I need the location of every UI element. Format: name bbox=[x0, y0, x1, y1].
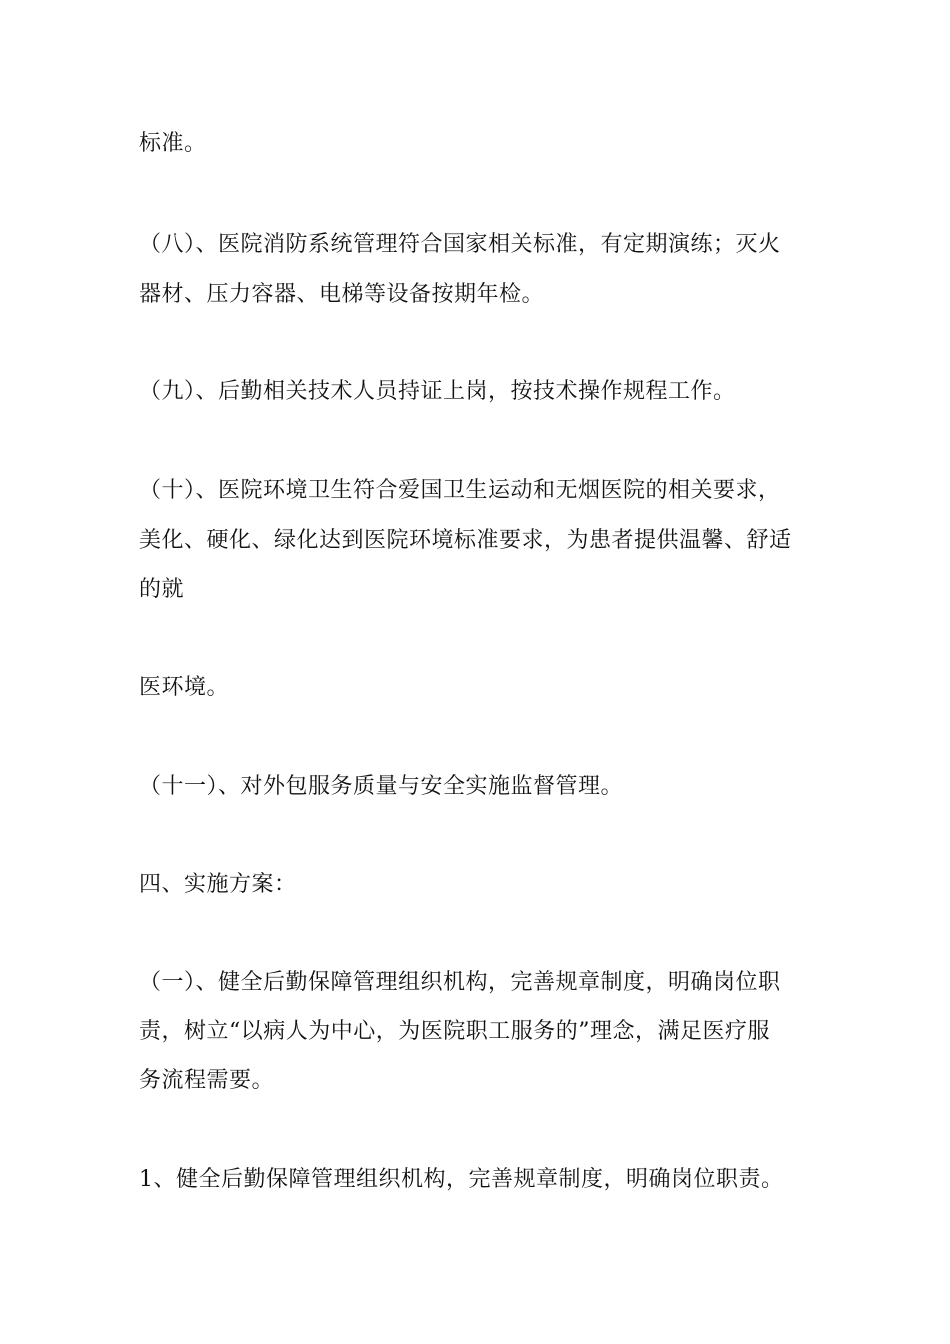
text-line-12: 责，树立“以病人为中心，为医院职工服务的”理念，满足医疗服 bbox=[139, 1019, 770, 1044]
text-line-10: 四、实施方案： bbox=[139, 872, 297, 897]
text-line-11: （一）、健全后勤保障管理组织机构，完善规章制度，明确岗位职 bbox=[139, 970, 781, 995]
text-line-5: （十）、医院环境卫生符合爱国卫生运动和无烟医院的相关要求， bbox=[139, 478, 781, 503]
text-line-14: 1、健全后勤保障管理组织机构，完善规章制度，明确岗位职责。 bbox=[139, 1167, 784, 1192]
text-line-2: （八）、医院消防系统管理符合国家相关标准，有定期演练；灭火 bbox=[139, 232, 781, 257]
text-line-1: 标准。 bbox=[139, 131, 207, 156]
text-line-4: （九）、后勤相关技术人员持证上岗，按技术操作规程工作。 bbox=[139, 379, 736, 404]
text-line-9: （十一）、对外包服务质量与安全实施监督管理。 bbox=[139, 774, 624, 799]
text-line-7: 的就 bbox=[139, 577, 185, 602]
text-line-3: 器材、压力容器、电梯等设备按期年检。 bbox=[139, 282, 545, 307]
text-line-8: 医环境。 bbox=[139, 675, 230, 700]
text-line-6: 美化、硬化、绿化达到医院环境标准要求，为患者提供温馨、舒适 bbox=[139, 528, 792, 553]
text-line-13: 务流程需要。 bbox=[139, 1068, 275, 1093]
